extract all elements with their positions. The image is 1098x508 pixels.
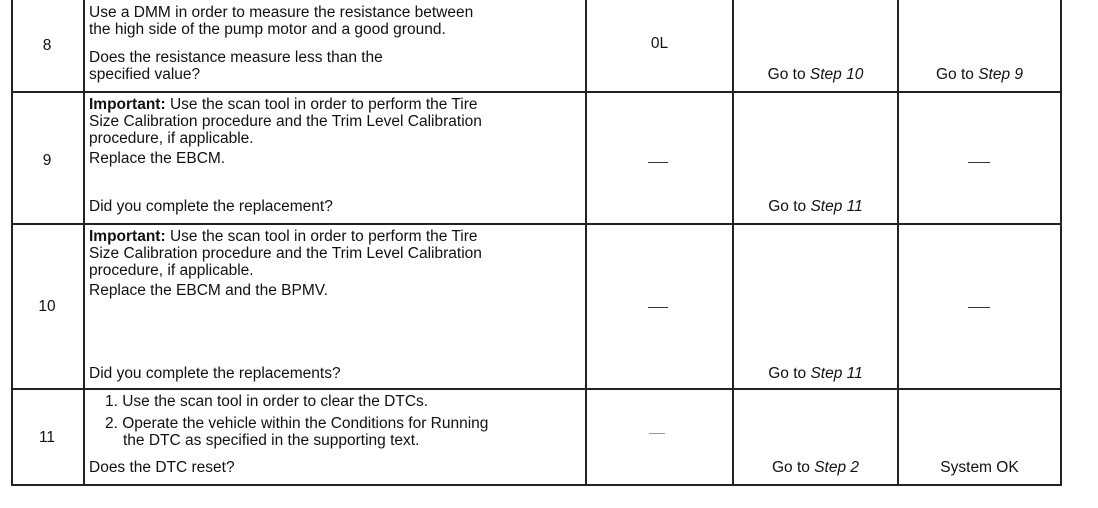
step-number: 8 — [42, 37, 52, 54]
action-text: 2. Operate the vehicle within the Conditions for Running — [105, 415, 489, 432]
action-text: the high side of the pump motor and a good ground. — [89, 21, 446, 38]
yes-prefix: Go to — [767, 66, 810, 83]
row-divider — [11, 388, 1062, 390]
action-text — [89, 228, 478, 245]
action-text: Use a DMM in order to measure the resistance between — [89, 4, 474, 21]
action-text: the DTC as specified in the supporting text. — [123, 432, 420, 449]
yes-step-link: Step 11 — [810, 198, 863, 215]
table-border-right — [1060, 0, 1062, 486]
action-text: 1. Use the scan tool in order to clear the DTCs. — [105, 393, 429, 410]
action-text — [89, 96, 478, 113]
step-number: 10 — [38, 298, 56, 315]
yes-prefix: Go to — [768, 198, 811, 215]
row-divider — [11, 223, 1062, 225]
yes-cell — [734, 198, 897, 216]
value-cell — [648, 307, 668, 308]
no-cell — [968, 307, 990, 308]
important-text: Use the scan tool in order to perform the Tire — [165, 228, 478, 245]
no-cell — [968, 162, 990, 163]
table-border-bottom — [11, 484, 1062, 486]
action-text: Did you complete the replacements? — [89, 365, 341, 382]
no-step-link: Step 9 — [978, 66, 1024, 83]
yes-step-link: Step 11 — [810, 365, 863, 382]
important-label: Important: — [89, 96, 166, 113]
value-cell — [649, 433, 665, 434]
action-text: Did you complete the replacement? — [89, 198, 333, 215]
action-text: Does the resistance measure less than the — [89, 49, 383, 66]
value-cell: 0L — [650, 35, 669, 52]
action-text: Replace the EBCM. — [89, 150, 226, 167]
no-prefix: Go to — [935, 66, 979, 83]
action-text: Size Calibration procedure and the Trim Level Calibration — [89, 113, 482, 130]
important-text: Use the scan tool in order to perform the Tire — [165, 96, 478, 113]
row-divider — [11, 91, 1062, 93]
action-text: specified value? — [89, 66, 201, 83]
yes-cell — [734, 459, 897, 477]
step-number: 11 — [38, 429, 56, 446]
action-text: Does the DTC reset? — [89, 459, 235, 476]
no-cell — [899, 66, 1060, 84]
yes-step-link: Step 10 — [809, 66, 864, 83]
yes-step-link: Step 2 — [814, 459, 860, 476]
no-cell: System OK — [940, 459, 1019, 476]
action-text: Size Calibration procedure and the Trim Level Calibration — [89, 245, 482, 262]
action-text: Replace the EBCM and the BPMV. — [89, 282, 328, 299]
action-text: procedure, if applicable. — [89, 262, 254, 279]
yes-cell — [734, 365, 897, 383]
diagnostic-table — [11, 0, 1062, 486]
column-divider — [83, 0, 85, 486]
yes-cell — [734, 66, 897, 84]
yes-prefix: Go to — [768, 365, 811, 382]
table-border-left — [11, 0, 13, 486]
value-cell — [648, 162, 668, 163]
action-text: procedure, if applicable. — [89, 130, 254, 147]
step-number: 9 — [42, 152, 52, 169]
yes-prefix: Go to — [771, 459, 815, 476]
column-divider — [585, 0, 587, 486]
important-label: Important: — [89, 228, 166, 245]
